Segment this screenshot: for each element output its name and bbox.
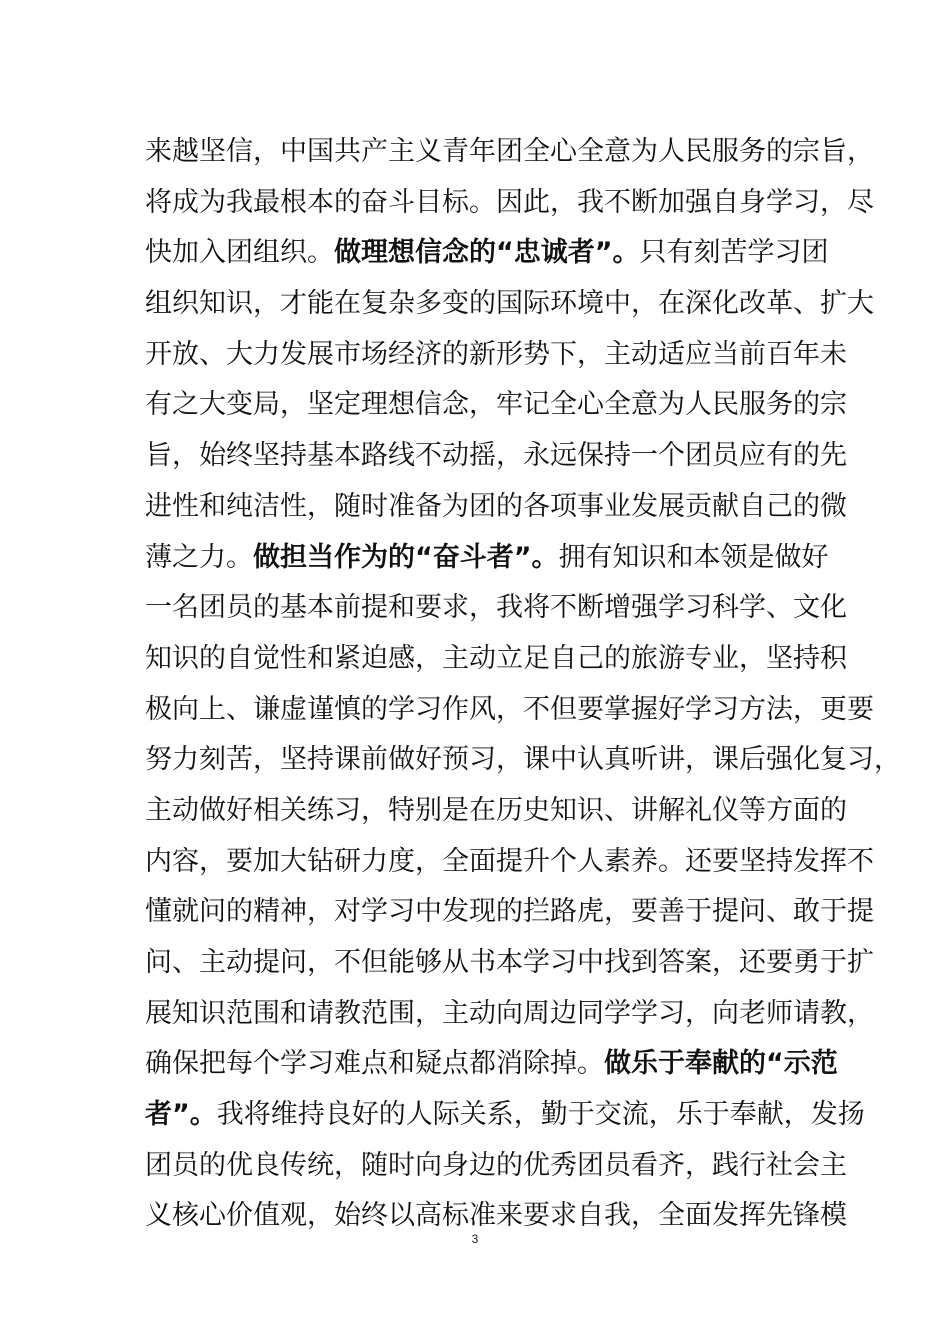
text-line (145, 685, 874, 736)
text-line (145, 735, 901, 786)
page-number: 3 (471, 1232, 479, 1246)
text-line (145, 279, 874, 330)
text-line (145, 127, 874, 178)
text-segment: 有之大变局，坚定理想信念，牢记全心全意为人民服务的宗 (145, 389, 847, 421)
text-line (145, 228, 829, 279)
bold-heading-phrase: 做担当作为的“奋斗者”。 (253, 541, 559, 573)
text-segment: 努力刻苦，坚持课前做好预习，课中认真听讲，课后强化复习， (145, 744, 901, 776)
text-segment: 组织知识，才能在复杂多变的国际环境中，在深化改革、扩大 (145, 288, 874, 320)
text-segment: 内容，要加大钻研力度，全面提升个人素养。还要坚持发挥不 (145, 845, 874, 877)
bold-heading-phrase: 做乐于奉献的“示范 (604, 1048, 838, 1080)
text-line (145, 1141, 847, 1192)
text-line (145, 1090, 865, 1141)
text-segment: 开放、大力发展市场经济的新形势下，主动适应当前百年未 (145, 338, 847, 370)
text-line (145, 786, 847, 837)
text-line (145, 634, 847, 685)
text-segment: 薄之力。 (145, 541, 253, 573)
text-segment: 义核心价值观，始终以高标准来要求自我，全面发挥先锋模 (145, 1200, 847, 1232)
text-segment: 旨，始终坚持基本路线不动摇，永远保持一个团员应有的先 (145, 440, 847, 472)
bold-heading-phrase: 者”。 (145, 1099, 217, 1131)
text-segment: 问、主动提问，不但能够从书本学习中找到答案，还要勇于扩 (145, 947, 874, 978)
text-line (145, 178, 874, 229)
text-segment: 来越坚信，中国共产主义青年团全心全意为人民服务的宗旨， (145, 136, 874, 167)
text-segment: 展知识范围和请教范围，主动向周边同学学习，向老师请教， (145, 997, 874, 1029)
bold-heading-phrase: 做理想信念的“忠诚者”。 (334, 237, 640, 269)
text-segment: 一名团员的基本前提和要求，我将不断增强学习科学、文化 (145, 592, 847, 624)
text-segment: 快加入团组织。 (145, 237, 334, 269)
text-line (145, 1039, 838, 1090)
text-segment: 知识的自觉性和紧迫感，主动立足自己的旅游专业，坚持积 (145, 642, 847, 674)
text-line (145, 989, 874, 1040)
text-line (145, 330, 847, 381)
text-line (145, 583, 847, 634)
body-text (145, 127, 901, 1242)
text-segment: 我将维持良好的人际关系，勤于交流，乐于奉献，发扬 (216, 1099, 865, 1131)
text-segment: 团员的优良传统，随时向身边的优秀团员看齐，践行社会主 (145, 1149, 847, 1181)
text-line (145, 887, 874, 938)
text-segment: 只有刻苦学习团 (639, 237, 829, 269)
text-segment: 懂就问的精神，对学习中发现的拦路虎，要善于提问、敢于提 (145, 896, 874, 928)
text-line (145, 482, 847, 533)
text-line (145, 837, 874, 888)
text-line (145, 380, 847, 431)
text-segment: 进性和纯洁性，随时准备为团的各项事业发展贡献自己的微 (145, 490, 847, 522)
text-line (145, 533, 829, 584)
text-line (145, 431, 847, 482)
text-segment: 确保把每个学习难点和疑点都消除掉。 (145, 1048, 604, 1080)
text-segment: 拥有知识和本领是做好 (558, 541, 829, 573)
text-segment: 将成为我最根本的奋斗目标。因此，我不断加强自身学习，尽 (145, 186, 874, 218)
text-line (145, 938, 874, 989)
text-segment: 主动做好相关练习，特别是在历史知识、讲解礼仪等方面的 (145, 794, 847, 826)
text-segment: 极向上、谦虚谨慎的学习作风，不但要掌握好学习方法，更要 (145, 693, 874, 725)
